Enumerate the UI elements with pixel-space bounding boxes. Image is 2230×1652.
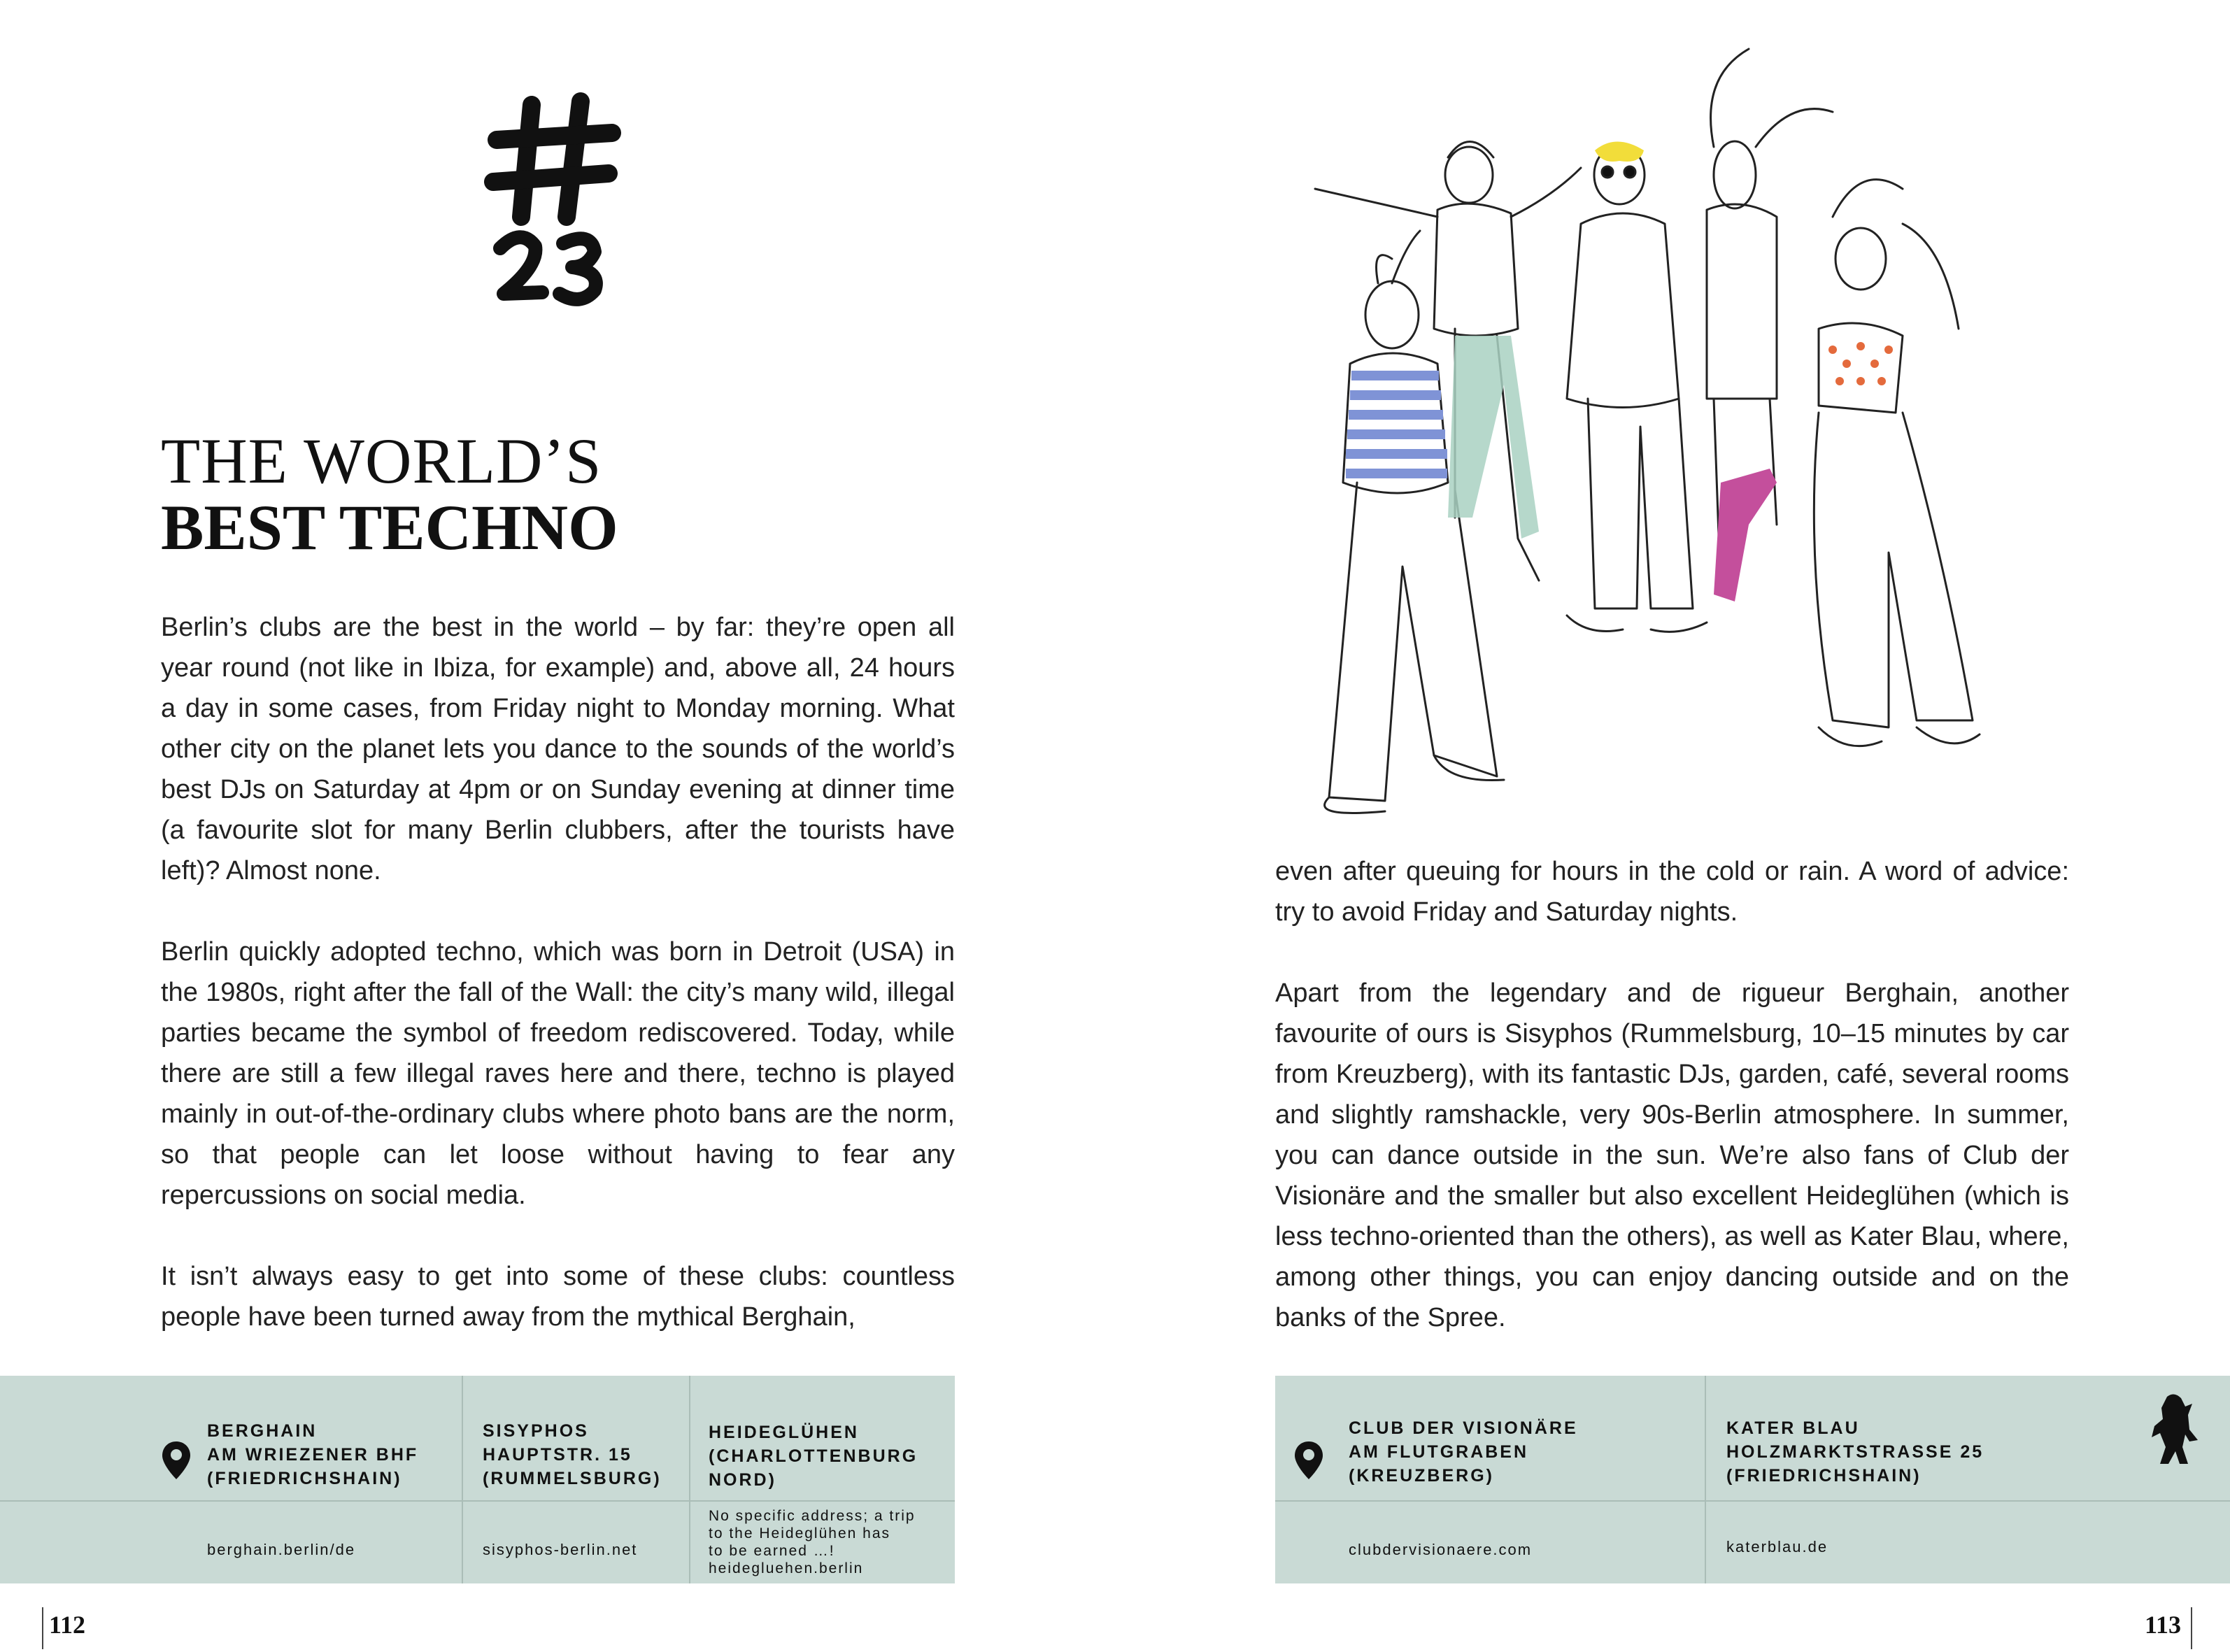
title-line-2: BEST TECHNO	[161, 491, 618, 563]
page-marker-left	[42, 1607, 43, 1649]
paragraph: It isn’t always easy to get into some of these clubs: countless people have been turned away from the mythical Berghain,	[161, 1262, 955, 1332]
club-name-line: SISYPHOS	[483, 1421, 589, 1441]
note-line: to be earned …!	[709, 1543, 835, 1559]
club-heidegluehen-url[interactable]: heidegluehen.berlin	[709, 1560, 864, 1576]
club-sisyphos-url[interactable]: sisyphos-berlin.net	[483, 1541, 638, 1558]
page-number-right: 113	[2145, 1611, 2182, 1639]
dancers-illustration	[1287, 35, 2078, 825]
paragraph: even after queuing for hours in the cold or rain. A word of advice: try to avoid Friday and Saturday nights.	[1275, 857, 2069, 927]
pink-boots	[1714, 469, 1777, 601]
club-name-line: HEIDEGLÜHEN	[709, 1423, 859, 1442]
paragraph: Apart from the legendary and de rigueur Berghain, another favourite of ours is Sisyphos (Rummelsburg, 10–15 minutes by car from Kreuzberg), with its fantastic DJs, garden, café, several rooms and slightly ramshackle, very 90s-Berlin atmosphere. In summer, you can dance outside in the sun. We’re also fans of Club der Visionäre and the smaller but also excellent Heideglühen (which is less techno-oriented than the others), as well as Kater Blau, where, among other things, you can enjoy dancing outside and on the banks of the Spree.	[1275, 978, 2069, 1332]
body-text-left	[161, 607, 955, 1337]
paragraph: Berlin’s clubs are the best in the world – by far: they’re open all year round (not like in Ibiza, for example) and, above all, 24 hours a day in some cases, from Friday night to Monday morning. What other city on the planet lets you dance to the sounds of the world’s best DJs on Saturday at 4pm or on Sunday evening at dinner time (a favourite slot for many Berlin clubbers, after the tourists have left)? Almost none.	[161, 613, 955, 885]
paragraph: Berlin quickly adopted techno, which was born in Detroit (USA) in the 1980s, right after the fall of the Wall: the city’s many wild, illegal parties became the symbol of freedom rediscovered. Today, while there are still a few illegal raves here and there, techno is played mainly in out-of-the-ordinary clubs where photo bans are the norm, so that people can let loose without having to fear any repercussions on social media.	[161, 937, 955, 1210]
title-line-1: THE WORLD’S	[161, 425, 602, 497]
divider	[462, 1376, 463, 1583]
club-katerblau-name	[1726, 1416, 1984, 1488]
club-name-line: CLUB DER VISIONÄRE	[1349, 1418, 1578, 1438]
club-address-line: HOLZMARKTSTRASSE 25	[1726, 1442, 1984, 1462]
note-line: No specific address; a trip	[709, 1508, 916, 1524]
club-info-box-right	[1275, 1376, 2230, 1583]
divider	[1705, 1376, 1706, 1583]
club-address-line: HAUPTSTR. 15	[483, 1445, 632, 1465]
club-district-line: (RUMMELSBURG)	[483, 1469, 662, 1488]
green-pants	[1448, 336, 1539, 539]
club-katerblau-url[interactable]: katerblau.de	[1726, 1538, 1828, 1555]
club-visionaere-url[interactable]: clubdervisionaere.com	[1349, 1541, 1533, 1558]
page-number-left: 112	[49, 1611, 86, 1639]
note-line: to the Heideglühen has	[709, 1525, 890, 1541]
polka-dots	[1828, 342, 1893, 385]
chapter-number-graphic	[483, 84, 644, 315]
map-pin-icon	[161, 1440, 192, 1481]
club-district-line: (CHARLOTTENBURG	[709, 1446, 918, 1466]
club-district-line: NORD)	[709, 1470, 776, 1490]
dancers-drawing	[1287, 35, 2078, 825]
chapter-number-lettering	[483, 84, 644, 315]
club-address-line: AM FLUTGRABEN	[1349, 1442, 1529, 1462]
club-visionaere-name	[1349, 1416, 1578, 1488]
club-district-line: (KREUZBERG)	[1349, 1466, 1494, 1486]
club-name-line: BERGHAIN	[207, 1421, 318, 1441]
map-pin-icon	[1293, 1440, 1324, 1481]
divider	[689, 1376, 690, 1583]
club-district-line: (FRIEDRICHSHAIN)	[1726, 1466, 1922, 1486]
club-sisyphos-name	[483, 1419, 662, 1490]
club-heidegluehen-name	[709, 1420, 918, 1492]
divider	[1275, 1500, 2230, 1502]
club-district-line: (FRIEDRICHSHAIN)	[207, 1469, 402, 1488]
club-name-line: KATER BLAU	[1726, 1418, 1860, 1438]
berlin-bear-icon	[2146, 1391, 2202, 1468]
club-info-box-left	[0, 1376, 955, 1583]
club-heidegluehen-note	[709, 1507, 939, 1577]
chapter-title	[161, 425, 790, 563]
page-marker-right	[2191, 1607, 2192, 1649]
club-berghain-name	[207, 1419, 418, 1490]
club-address-line: AM WRIEZENER BHF	[207, 1445, 419, 1465]
blond-hair	[1595, 142, 1644, 162]
club-berghain-url[interactable]: berghain.berlin/de	[207, 1541, 356, 1558]
body-text-right	[1275, 851, 2069, 1338]
divider	[0, 1500, 955, 1502]
